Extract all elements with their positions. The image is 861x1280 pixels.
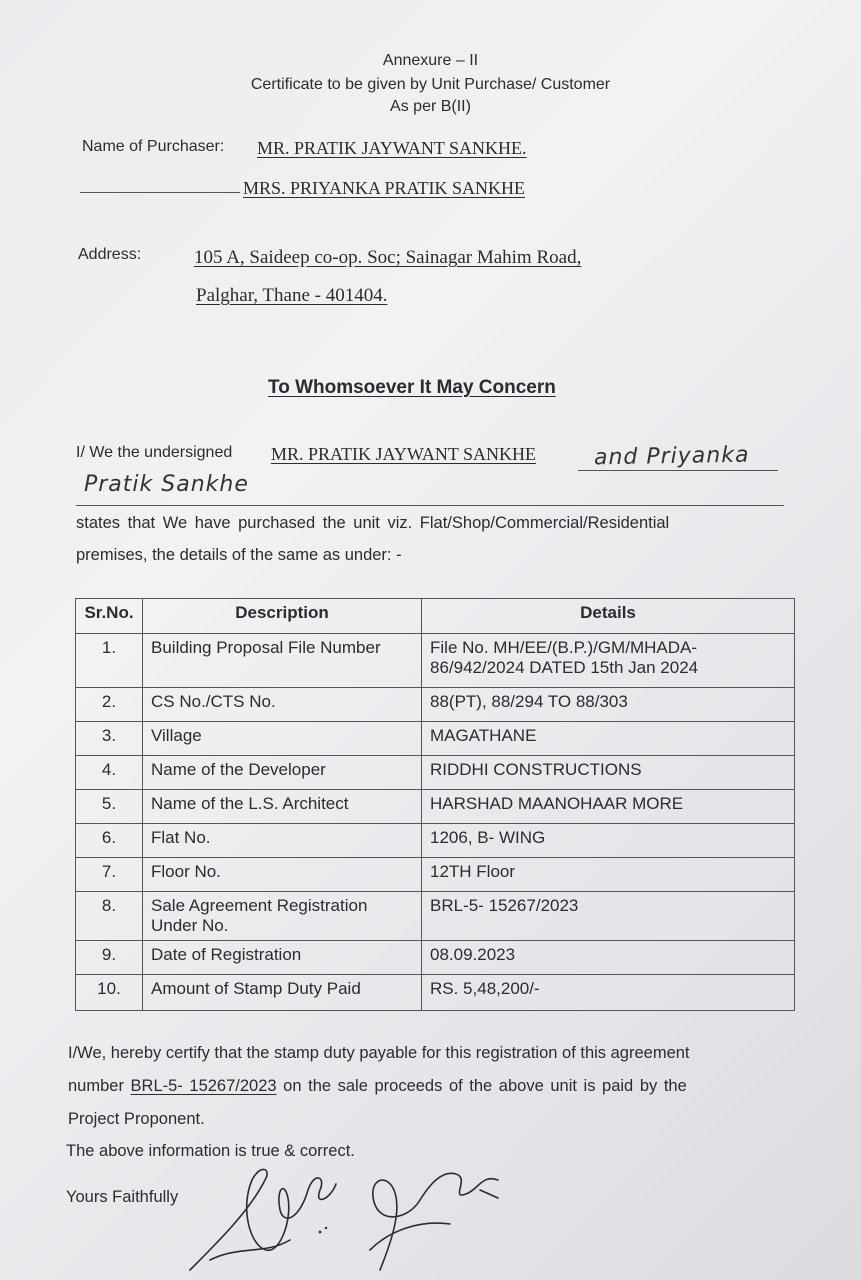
- row-details: HARSHAD MAANOHAAR MORE: [422, 790, 795, 824]
- table-row: [76, 975, 795, 1011]
- address-line-2: Palghar, Thane - 401404.: [196, 285, 388, 306]
- certify-line-2-suffix: on the sale proceeds of the above unit is paid by the: [283, 1077, 687, 1095]
- declaration-line-1: [578, 470, 778, 471]
- closing-yours-faithfully: Yours Faithfully: [66, 1188, 179, 1206]
- declaration-text-1: states that We have purchased the unit viz. Flat/Shop/Commercial/Residential: [76, 514, 670, 532]
- signature-marks: [180, 1150, 540, 1278]
- declaration-text-2: premises, the details of the same as under: -: [76, 546, 402, 564]
- table-header-row: [76, 599, 795, 634]
- certify-line-1: I/We, hereby certify that the stamp duty payable for this registration of this agreement: [68, 1044, 690, 1062]
- header-description: Description: [143, 599, 422, 634]
- unit-details-table: [75, 598, 795, 1011]
- row-details: RS. 5,48,200/-: [422, 975, 795, 1011]
- table-row: [76, 790, 795, 824]
- row-details: MAGATHANE: [422, 722, 795, 756]
- declaration-name: MR. PRATIK JAYWANT SANKHE: [271, 444, 537, 464]
- row-details: 08.09.2023: [422, 941, 795, 975]
- signature-1: [190, 1169, 336, 1270]
- row-description: CS No./CTS No.: [143, 688, 422, 722]
- annexure-title: Annexure – II: [382, 52, 479, 69]
- row-sr: 4.: [76, 756, 143, 790]
- purchaser-name-2: MRS. PRIYANKA PRATIK SANKHE: [243, 178, 526, 198]
- row-details: 1206, B- WING: [422, 824, 795, 858]
- row-sr: 7.: [76, 858, 143, 892]
- row-sr: 2.: [76, 688, 143, 722]
- row-description: Name of the L.S. Architect: [143, 790, 422, 824]
- row-details: 88(PT), 88/294 TO 88/303: [422, 688, 795, 722]
- row-description: Floor No.: [143, 858, 422, 892]
- certify-line-3: Project Proponent.: [68, 1110, 205, 1128]
- row-details: 12TH Floor: [422, 858, 795, 892]
- signature-2: [373, 1173, 498, 1270]
- table-row: [76, 858, 795, 892]
- purchaser-name-1: MR. PRATIK JAYWANT SANKHE.: [257, 138, 527, 158]
- row-sr: 1.: [76, 634, 143, 688]
- row-sr: 8.: [76, 892, 143, 941]
- certify-line-2: [68, 1071, 798, 1102]
- registration-number: BRL-5- 15267/2023: [130, 1077, 277, 1095]
- row-sr: 10.: [76, 975, 143, 1011]
- row-description: Building Proposal File Number: [143, 634, 422, 688]
- row-description: Village: [143, 722, 422, 756]
- table-row: [76, 892, 795, 941]
- purchaser-label: Name of Purchaser:: [82, 138, 225, 155]
- row-description: Date of Registration: [143, 941, 422, 975]
- row-description: Amount of Stamp Duty Paid: [143, 975, 422, 1011]
- row-details: File No. MH/EE/(B.P.)/GM/MHADA-86/942/2024 DATED 15th Jan 2024: [422, 634, 795, 688]
- row-sr: 6.: [76, 824, 143, 858]
- table-row: [76, 941, 795, 975]
- certify-line-2-prefix: number: [68, 1077, 124, 1095]
- row-details: RIDDHI CONSTRUCTIONS: [422, 756, 795, 790]
- row-sr: 3.: [76, 722, 143, 756]
- table-row: [76, 688, 795, 722]
- as-per-reference: As per B(II): [390, 98, 471, 115]
- concern-title: To Whomsoever It May Concern: [268, 377, 556, 398]
- true-correct-statement: The above information is true & correct.: [66, 1142, 355, 1160]
- table-row: [76, 824, 795, 858]
- header-details: Details: [422, 599, 795, 634]
- handwritten-name-part-2: Pratik Sankhe: [84, 472, 249, 497]
- row-sr: 9.: [76, 941, 143, 975]
- address-label: Address:: [78, 246, 142, 263]
- purchaser-blank-line: [80, 192, 240, 193]
- row-description: Flat No.: [143, 824, 422, 858]
- handwritten-name-part-1: and Priyanka: [593, 442, 750, 471]
- certificate-subtitle: Certificate to be given by Unit Purchase/ Customer: [250, 76, 611, 93]
- table-row: [76, 722, 795, 756]
- table-row: [76, 634, 795, 688]
- declaration-prefix: I/ We the undersigned: [76, 444, 233, 461]
- row-details: BRL-5- 15267/2023: [422, 892, 795, 941]
- row-sr: 5.: [76, 790, 143, 824]
- row-description: Sale Agreement Registration Under No.: [143, 892, 422, 941]
- table-row: [76, 756, 795, 790]
- row-description: Name of the Developer: [143, 756, 422, 790]
- header-sr-no: Sr.No.: [76, 599, 143, 634]
- address-line-1: 105 A, Saideep co-op. Soc; Sainagar Mahim Road,: [194, 247, 582, 268]
- declaration-line-2: [76, 505, 784, 506]
